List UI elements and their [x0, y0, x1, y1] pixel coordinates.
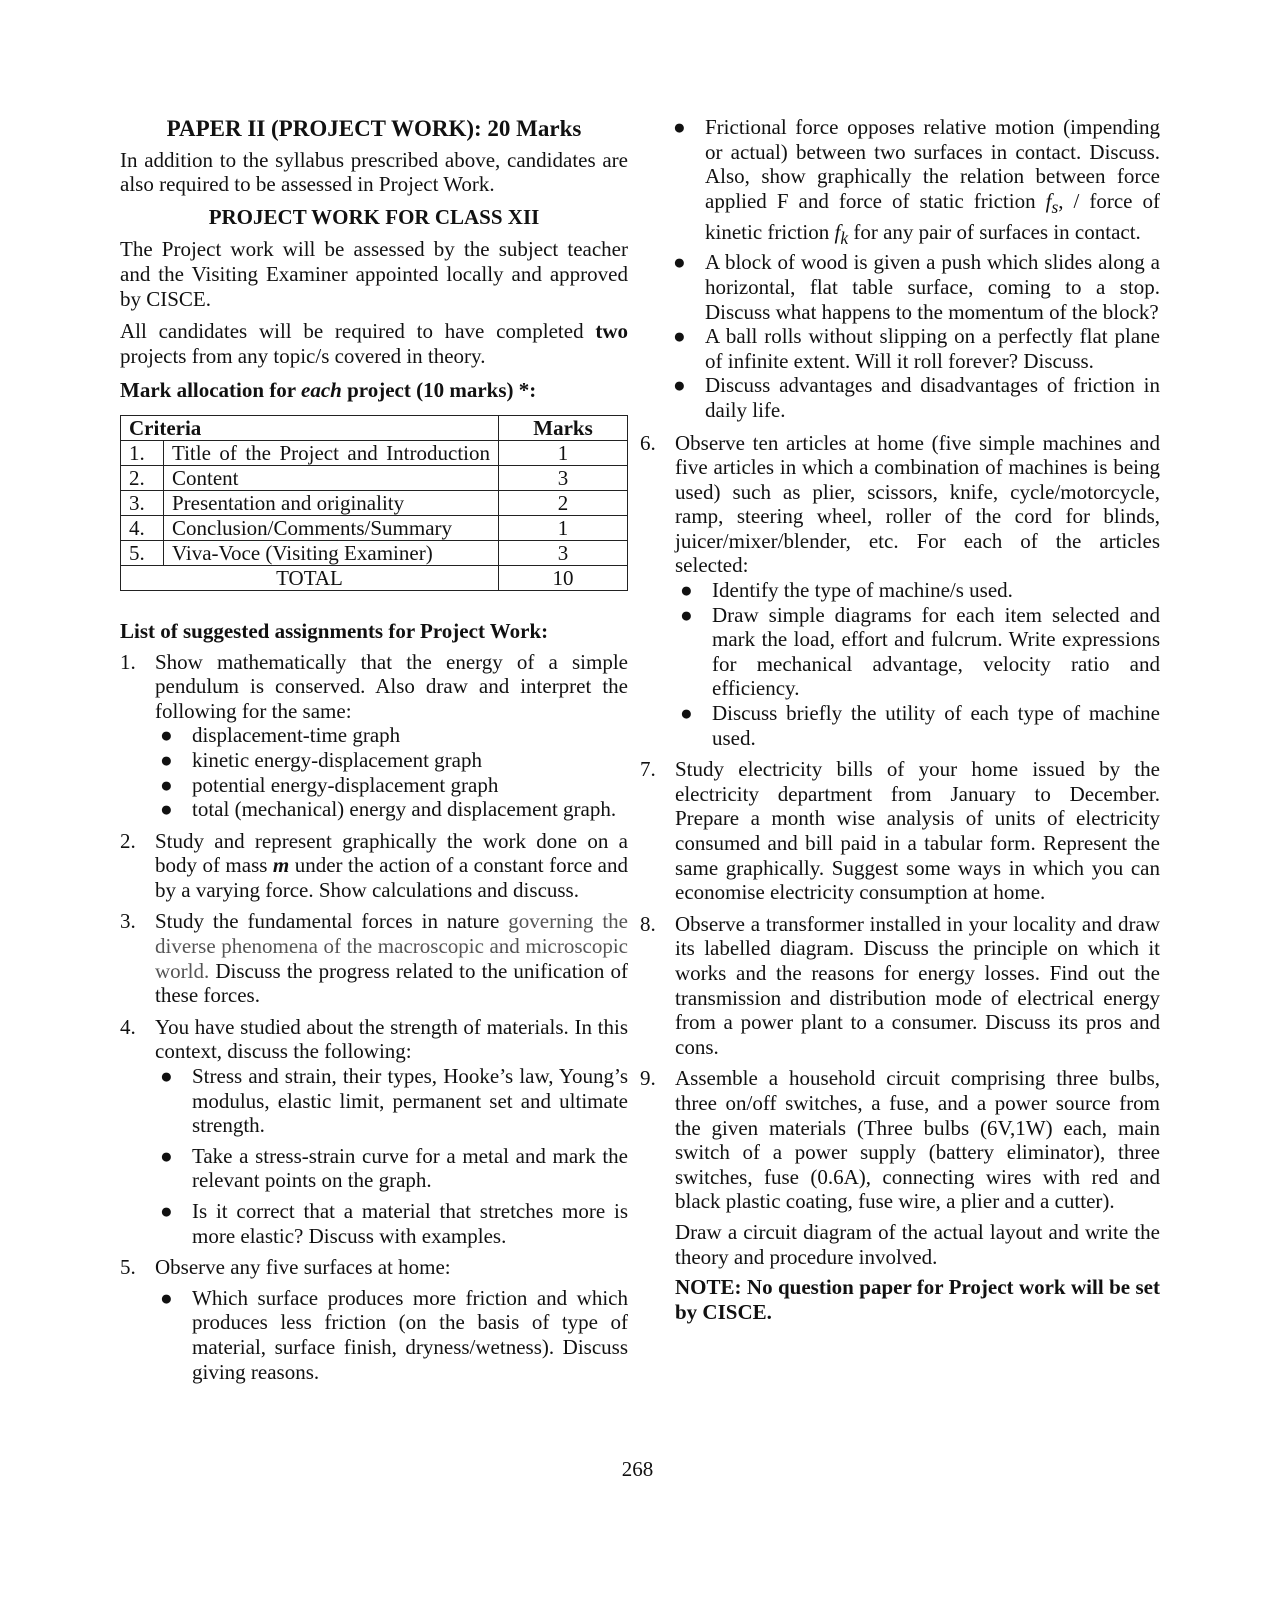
row-marks: 1	[499, 440, 628, 465]
bullet-item	[155, 1199, 628, 1248]
bullet-text: Discuss briefly the utility of each type of machine used.	[712, 701, 1160, 750]
total-marks: 10	[499, 565, 628, 590]
row-marks: 3	[499, 465, 628, 490]
row-criteria: Conclusion/Comments/Summary	[164, 515, 499, 540]
item-number: 1.	[120, 649, 136, 674]
assignment-item	[120, 650, 628, 822]
row-number: 3.	[121, 490, 164, 515]
row-marks: 1	[499, 515, 628, 540]
bullet-text: A block of wood is given a push which slides along a horizontal, flat table surface, coming to a stop. Discuss what happens to the momentum of the block?	[705, 250, 1160, 324]
symbol-subscript: k	[840, 227, 849, 248]
bullet-item	[668, 250, 1160, 324]
text-span: under the action of a constant force and by a varying force. Show calculations and discuss.	[155, 853, 629, 902]
assignment-item	[640, 757, 1160, 905]
bullet-item	[155, 1144, 628, 1193]
bullet-item	[155, 748, 628, 773]
marks-table	[120, 415, 628, 591]
bullet-list	[155, 1064, 628, 1248]
bullet-item	[155, 723, 628, 748]
bullet-icon: ●	[160, 1143, 173, 1168]
row-number: 4.	[121, 515, 164, 540]
bullet-icon: ●	[673, 373, 686, 398]
item-text: Study electricity bills of your home issued by the electricity department from January to December. Prepare a month wise analysis of units of electricity consumed and bill paid in a tabular form. Represent the same graphically. Suggest some ways in which you can economise electricity consumption at home.	[675, 757, 1160, 905]
item-text: Assemble a household circuit comprising three bulbs, three on/off switches, a fuse, and a power source from the given materials (Three bulbs (6V,1W) each, main switch of a power supply (battery eliminator), three switches, fuse (0.6A), connecting wires with red and black plastic coating, fuse wire, a plier and a cutter).	[675, 1066, 1160, 1214]
item-text: Observe ten articles at home (five simple machines and five articles in which a combination of machines is being used) such as plier, scissors, knife, cycle/motorcycle, ramp, steering wheel, roller of the cord for blinds, juicer/mixer/blender, etc. For each of the articles selected:	[675, 430, 1160, 578]
bullet-text: Discuss advantages and disadvantages of friction in daily life.	[705, 373, 1160, 422]
candidates-paragraph	[120, 319, 628, 368]
bullet-icon: ●	[673, 115, 686, 139]
item-number: 8.	[640, 911, 656, 936]
bullet-icon: ●	[160, 1064, 173, 1089]
row-marks: 3	[499, 540, 628, 565]
bullet-text: total (mechanical) energy and displacement graph.	[192, 797, 617, 822]
text-span-italic: each	[301, 378, 342, 403]
bullet-item	[675, 603, 1160, 701]
item-number: 9.	[640, 1066, 656, 1091]
table-row	[121, 515, 628, 540]
bullet-item	[155, 797, 628, 822]
left-column	[120, 115, 628, 1391]
assessment-paragraph: The Project work will be assessed by the subject teacher and the Visiting Examiner appointed locally and approved by CISCE.	[120, 237, 628, 311]
item-text	[155, 909, 628, 1007]
right-column	[640, 115, 1160, 1331]
bullet-icon: ●	[680, 701, 693, 726]
bullet-text: potential energy-displacement graph	[192, 772, 499, 797]
text-span: All candidates will be required to have completed	[120, 319, 596, 344]
row-marks: 2	[499, 490, 628, 515]
text-span: Study and represent graphically the work done on a body of mass	[155, 828, 628, 878]
marks-header: Marks	[499, 415, 628, 440]
item-text: Show mathematically that the energy of a simple pendulum is conserved. Also draw and interpret the following for the same:	[155, 649, 628, 723]
table-header-row	[121, 415, 628, 440]
item-number: 4.	[120, 1014, 136, 1039]
table-total-row	[121, 565, 628, 590]
table-row	[121, 440, 628, 465]
assignment-item	[120, 1015, 628, 1248]
friction-bullet-list	[668, 115, 1160, 423]
bullet-text: kinetic energy-displacement graph	[192, 747, 483, 772]
bullet-list	[155, 1286, 628, 1384]
text-span-grey: governing the diverse phenomena of the macroscopic and microscopic world.	[155, 909, 628, 983]
bullet-item	[155, 1064, 628, 1138]
bullet-text: Stress and strain, their types, Hooke’s law, Young’s modulus, elastic limit, permanent set and ultimate strength.	[192, 1064, 628, 1138]
assignment-item	[640, 431, 1160, 751]
bullet-item	[668, 324, 1160, 373]
table-row	[121, 465, 628, 490]
intro-paragraph: In addition to the syllabus prescribed above, candidates are also required to be assessed in Project Work.	[120, 147, 628, 197]
bullet-item	[668, 115, 1160, 250]
bullet-text: , / force of kinetic friction	[705, 188, 1160, 244]
assignment-item	[640, 912, 1160, 1060]
text-span: Study the fundamental forces in nature	[155, 909, 509, 934]
row-number: 2.	[121, 465, 164, 490]
bullet-text: Which surface produces more friction and which produces less friction (on the basis of type of material, surface finish, dryness/wetness). Discuss giving reasons.	[192, 1285, 628, 1384]
item-number: 6.	[640, 430, 656, 455]
bullet-icon: ●	[680, 578, 693, 603]
text-span-bold: two	[595, 319, 628, 344]
symbol-fk: f	[834, 219, 841, 244]
row-criteria: Presentation and originality	[164, 490, 499, 515]
bullet-text: Is it correct that a material that stretches more is more elastic? Discuss with examples.	[192, 1199, 628, 1248]
text-span-italic: m	[272, 853, 290, 878]
text-span: Mark allocation for	[120, 378, 302, 403]
assignment-item	[120, 829, 628, 903]
bullet-icon: ●	[160, 797, 173, 822]
symbol-fs: f	[1045, 188, 1052, 213]
bullet-icon: ●	[673, 250, 686, 275]
row-criteria: Viva-Voce (Visiting Examiner)	[164, 540, 499, 565]
bullet-text: Draw simple diagrams for each item selected and mark the load, effort and fulcrum. Write expressions for mechanical advantage, velocity ratio and efficiency.	[712, 602, 1160, 701]
page-number: 268	[621, 1457, 654, 1481]
item-text: Observe a transformer installed in your locality and draw its labelled diagram. Discuss the principle on which it works and the reasons for energy losses. Find out the transmission and distribution mode of electrical energy from a power plant to a consumer. Discuss its pros and cons.	[675, 911, 1160, 1059]
assignment-item	[120, 1255, 628, 1384]
criteria-header: Criteria	[121, 415, 499, 440]
row-number: 5.	[121, 540, 164, 565]
total-label: TOTAL	[121, 565, 499, 590]
bullet-icon: ●	[160, 1285, 173, 1310]
bullet-list	[155, 723, 628, 821]
bullet-item	[155, 1286, 628, 1384]
bullet-item	[155, 773, 628, 798]
item-number: 3.	[120, 909, 136, 934]
bullet-text: Frictional force opposes relative motion (impending or actual) between two surfaces in contact. Discuss. Also, show graphically the relation between force applied F and force of static friction	[705, 115, 1160, 213]
bullet-icon: ●	[160, 723, 173, 748]
item-number: 7.	[640, 757, 656, 782]
note: NOTE: No question paper for Project work will be set by CISCE.	[675, 1275, 1160, 1324]
assignment-item	[120, 909, 628, 1007]
symbol-subscript: s	[1051, 196, 1059, 217]
table-row	[121, 490, 628, 515]
bullet-text: Take a stress-strain curve for a metal and mark the relevant points on the graph.	[192, 1143, 628, 1193]
bullet-item	[675, 578, 1160, 603]
bullet-item	[675, 701, 1160, 750]
item-text-continued: Draw a circuit diagram of the actual layout and write the theory and procedure involved.	[675, 1219, 1160, 1269]
assignment-item	[640, 1066, 1160, 1324]
item-text: You have studied about the strength of materials. In this context, discuss the following:	[155, 1014, 628, 1064]
bullet-icon: ●	[160, 772, 173, 797]
table-row	[121, 540, 628, 565]
paper-title: PAPER II (PROJECT WORK): 20 Marks	[166, 116, 582, 141]
bullet-icon: ●	[160, 747, 173, 772]
item-text: Observe any five surfaces at home:	[155, 1255, 451, 1280]
text-span: Discuss the progress related to the unification of these forces.	[155, 958, 628, 1008]
section-heading: PROJECT WORK FOR CLASS XII	[208, 204, 540, 229]
bullet-text: displacement-time graph	[192, 723, 401, 748]
bullet-icon: ●	[680, 602, 693, 627]
mark-allocation-heading	[120, 378, 628, 403]
row-criteria: Title of the Project and Introduction	[164, 440, 499, 465]
text-span: projects from any topic/s covered in theory.	[120, 343, 486, 368]
bullet-icon: ●	[673, 324, 686, 349]
bullet-item	[668, 373, 1160, 422]
assignments-heading: List of suggested assignments for Project Work:	[120, 618, 549, 643]
item-number: 2.	[120, 828, 136, 853]
bullet-text: for any pair of surfaces in contact.	[848, 219, 1141, 244]
item-number: 5.	[120, 1255, 136, 1280]
row-number: 1.	[121, 440, 164, 465]
bullet-icon: ●	[160, 1199, 173, 1223]
text-span: project (10 marks) *:	[341, 378, 537, 403]
bullet-text: A ball rolls without slipping on a perfectly flat plane of infinite extent. Will it roll forever? Discuss.	[705, 324, 1160, 373]
bullet-list	[675, 578, 1160, 750]
item-text	[155, 829, 628, 903]
row-criteria: Content	[164, 465, 499, 490]
bullet-text: Identify the type of machine/s used.	[712, 578, 1013, 603]
